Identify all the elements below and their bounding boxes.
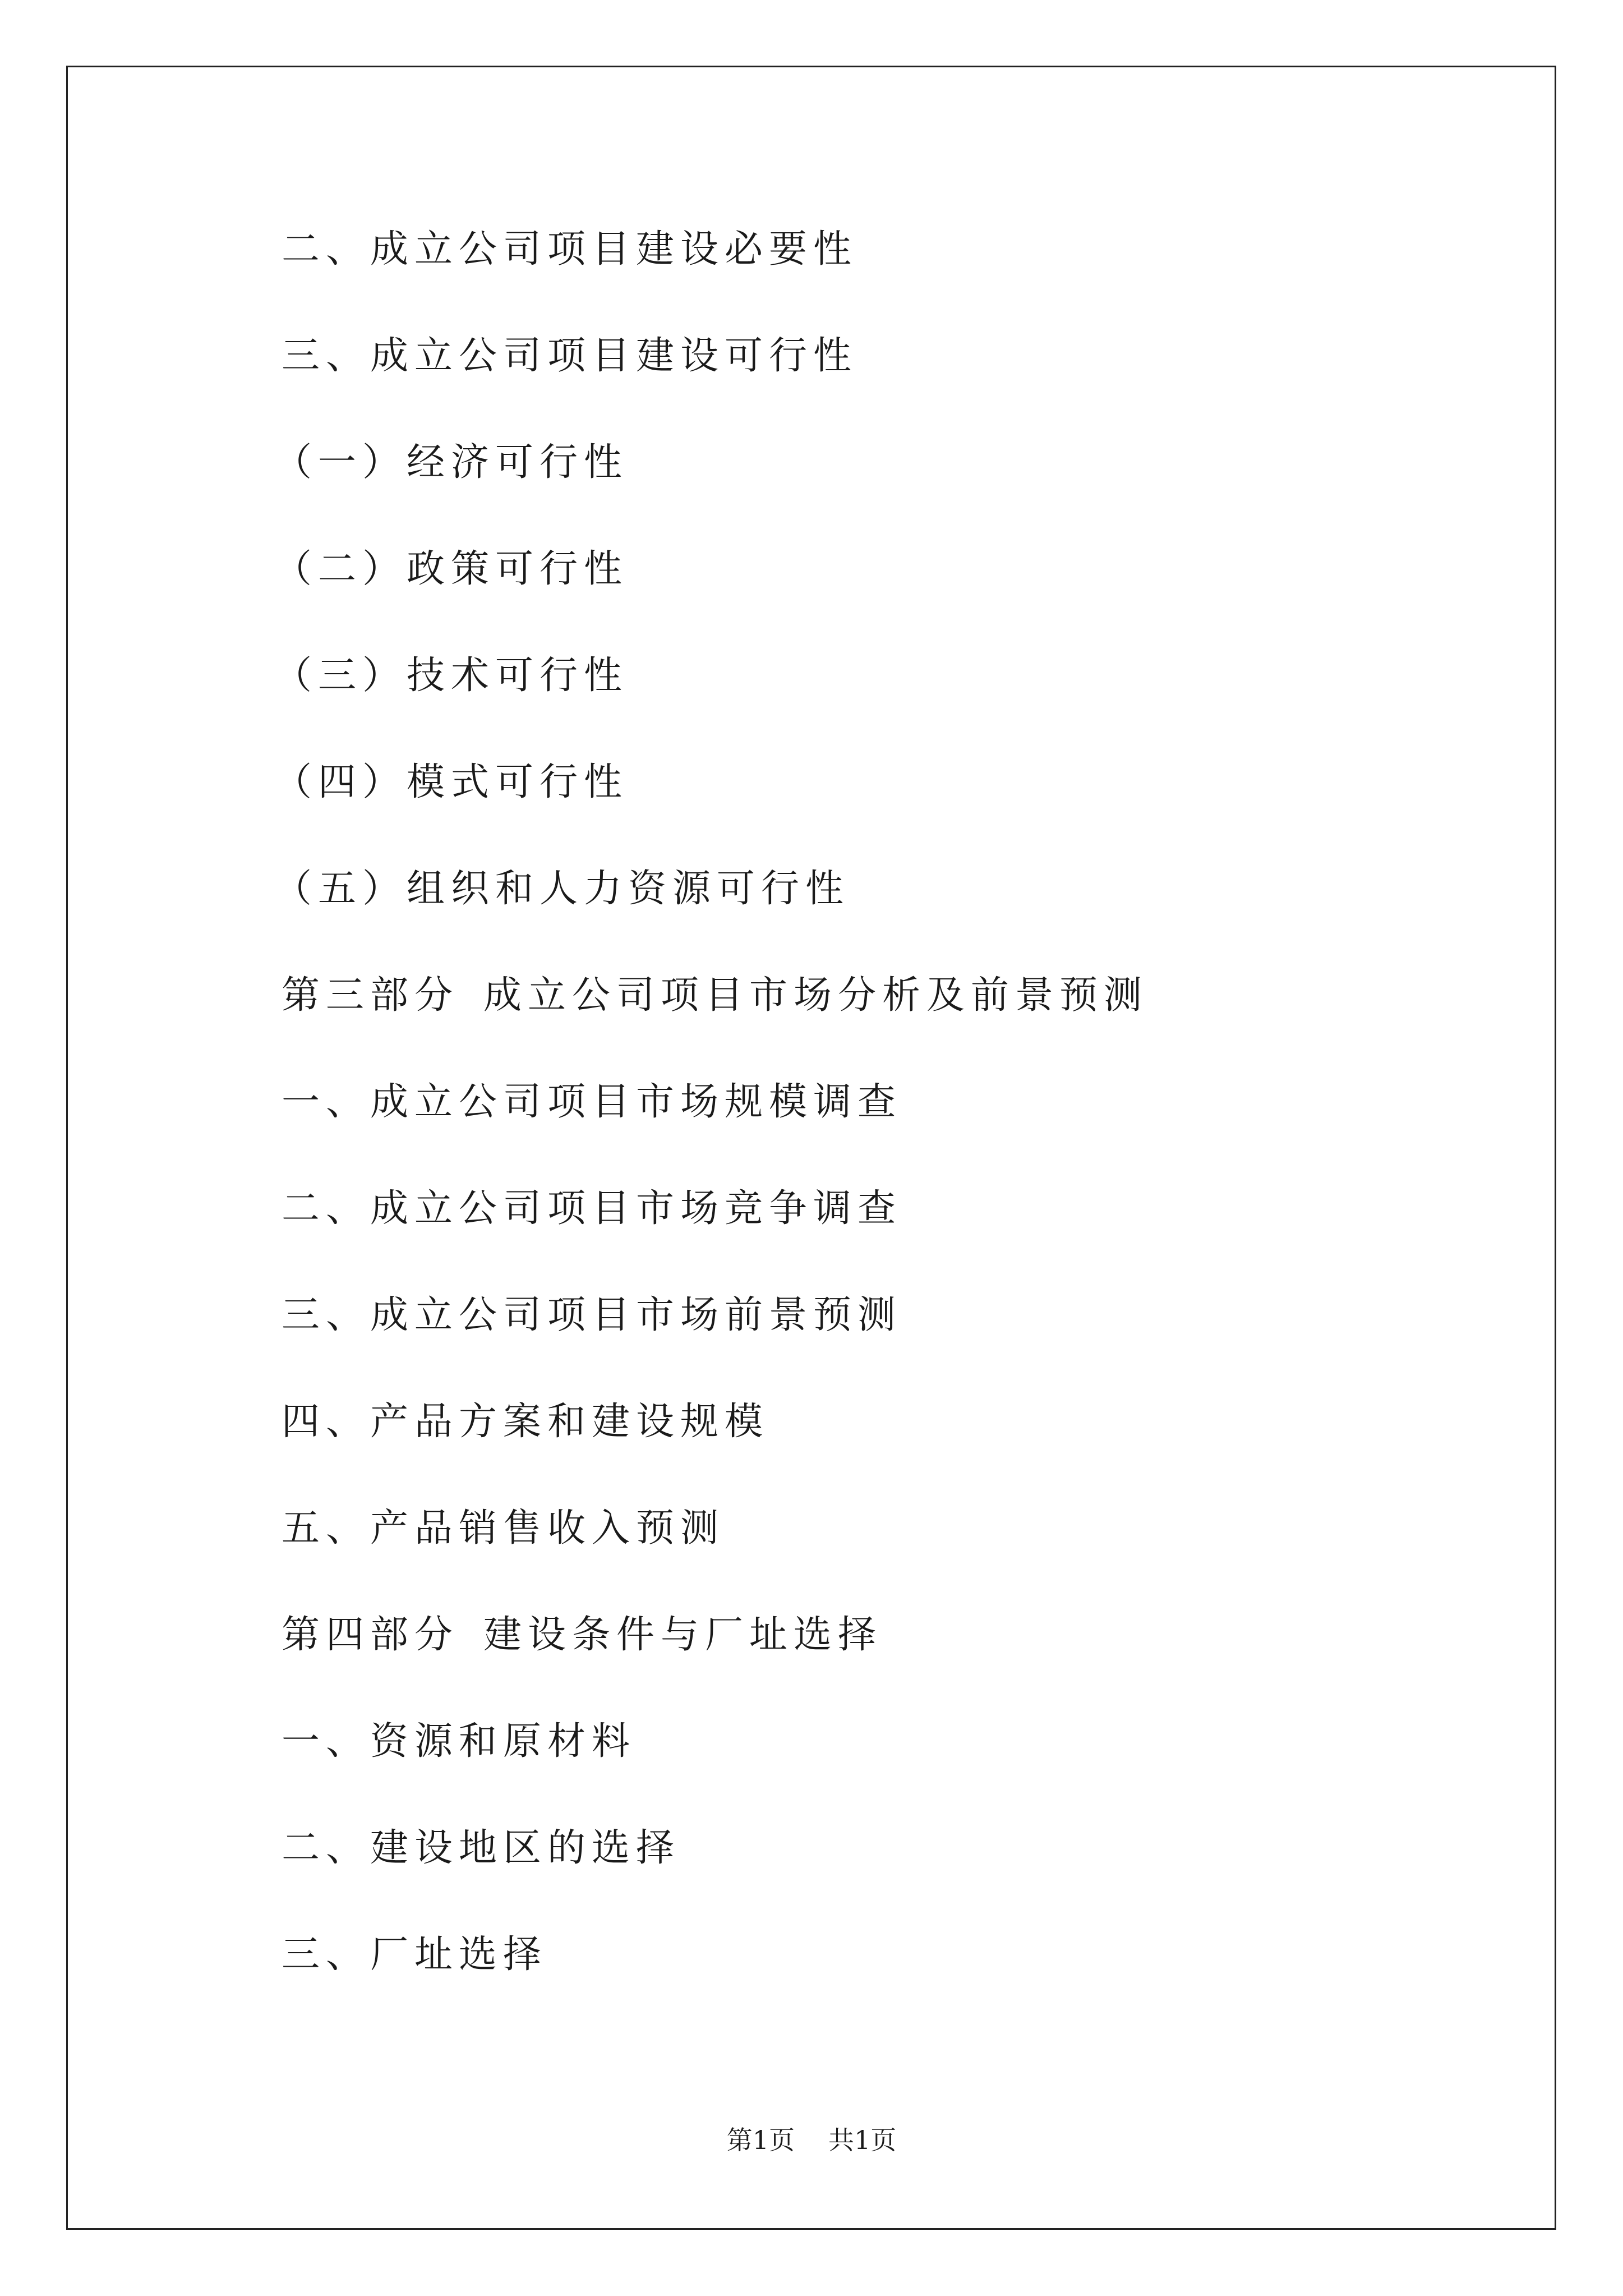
- toc-line: 三、厂址选择: [282, 1932, 548, 1977]
- toc-line: （一）经济可行性: [274, 440, 629, 485]
- toc-line: （二）政策可行性: [274, 547, 629, 591]
- total-page-count: 共1页: [828, 2125, 897, 2155]
- toc-line: 四、产品方案和建设规模: [282, 1400, 769, 1444]
- table-of-contents: [274, 219, 1515, 2031]
- toc-line: 一、成立公司项目市场规模调查: [282, 1080, 902, 1124]
- part-label: 第三部分: [282, 973, 459, 1018]
- part-title: 建设条件与厂址选择: [483, 1613, 883, 1657]
- page-footer: [0, 2123, 1623, 2157]
- toc-line: 三、成立公司项目市场前景预测: [282, 1293, 902, 1337]
- part-title: 成立公司项目市场分析及前景预测: [483, 973, 1149, 1018]
- toc-part-heading: [282, 1604, 1515, 1711]
- part-label: 第四部分: [282, 1613, 459, 1657]
- toc-line: 二、成立公司项目建设必要性: [282, 227, 858, 272]
- toc-part-heading: [282, 965, 1515, 1071]
- toc-line: 二、建设地区的选择: [282, 1826, 681, 1870]
- toc-line: 五、产品销售收入预测: [282, 1506, 725, 1550]
- toc-line: （四）模式可行性: [274, 760, 629, 804]
- toc-line: 一、资源和原材料: [282, 1719, 637, 1764]
- current-page-number: 第1页: [726, 2125, 795, 2155]
- toc-line: 三、成立公司项目建设可行性: [282, 334, 858, 378]
- toc-line: （三）技术可行性: [274, 654, 629, 698]
- toc-line: 二、成立公司项目市场竞争调查: [282, 1186, 902, 1231]
- toc-line: （五）组织和人力资源可行性: [274, 867, 850, 911]
